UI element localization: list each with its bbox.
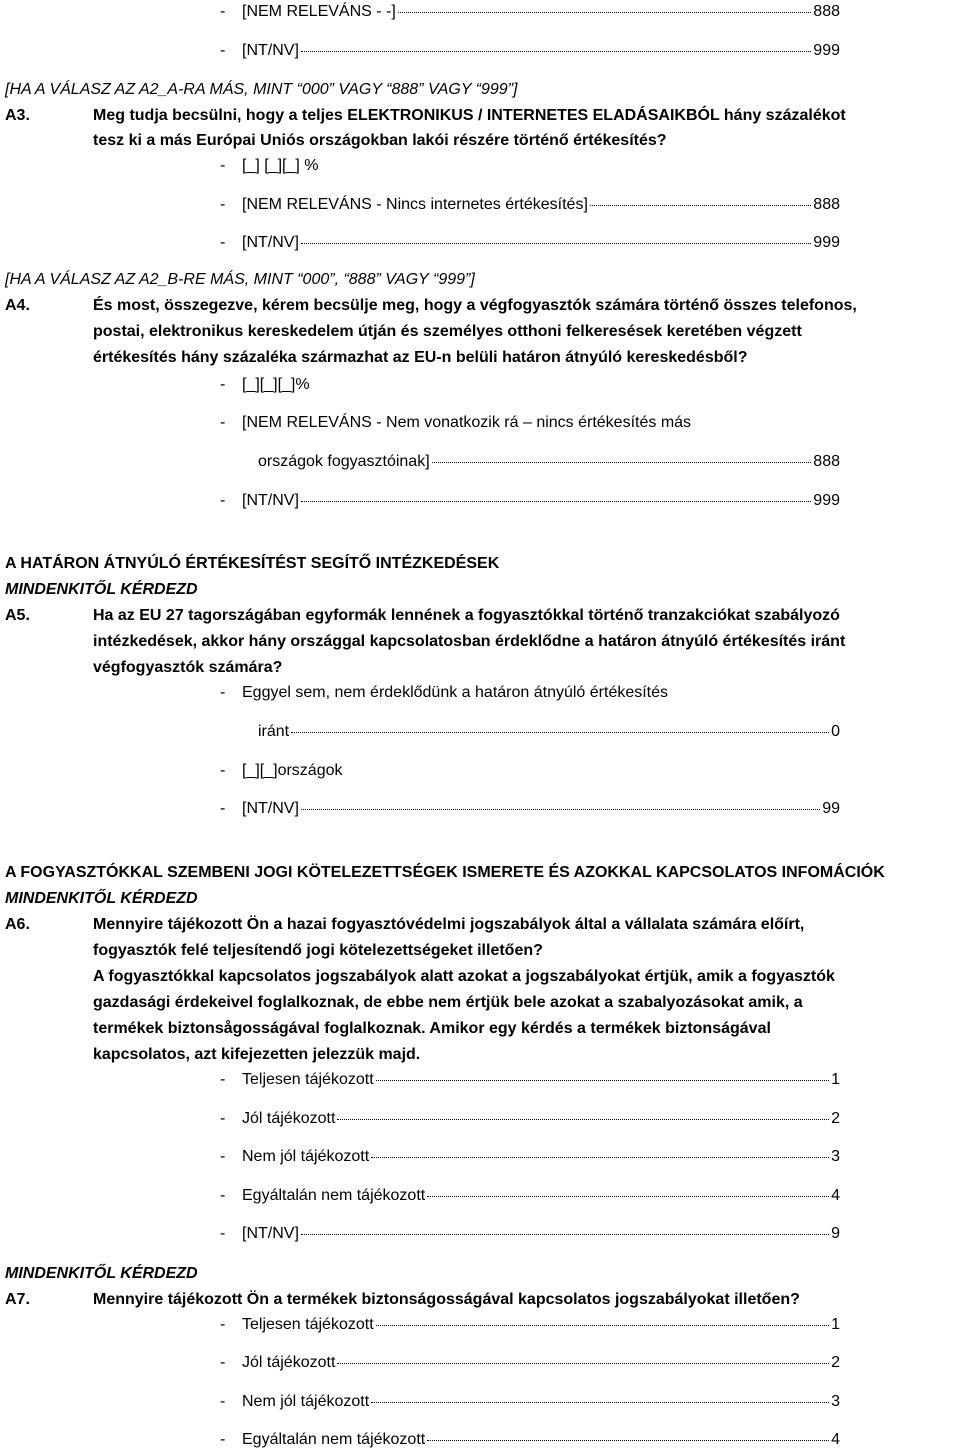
question-text: Mennyire tájékozott Ön a hazai fogyasztóvédelmi jogszabályok által a vállalata számára előírt, — [93, 916, 805, 933]
question-text: postai, elektronikus kereskedelem útján és személyes otthoni felkeresések keretében végzett — [93, 323, 802, 340]
answer-option: - [NT/NV] 999 — [220, 234, 840, 251]
question-text: tesz ki a más Európai Uniós országokban lakói részére történő értékesítés? — [93, 132, 667, 149]
section-heading: A HATÁRON ÁTNYÚLÓ ÉRTÉKESÍTÉST SEGÍTŐ INTÉZKEDÉSEK — [5, 555, 500, 572]
answer-option: - Jól tájékozott 2 — [220, 1354, 840, 1371]
answer-option-continued: iránt 0 — [258, 723, 840, 740]
answer-option: - [NT/NV] 99 — [220, 800, 840, 817]
answer-option: - [NT/NV] 999 — [220, 492, 840, 509]
answer-option: - Egyáltalán nem tájékozott 4 — [220, 1187, 840, 1204]
interviewer-instruction: MINDENKITŐL KÉRDEZD — [5, 890, 198, 907]
interviewer-instruction: MINDENKITŐL KÉRDEZD — [5, 1265, 198, 1282]
answer-option: - [NEM RELEVÁNS - Nem vonatkozik rá – nincs értékesítés más — [220, 414, 692, 431]
entry-field: - [_] [_][_] % — [220, 157, 319, 174]
question-definition: A fogyasztókkal kapcsolatos jogszabályok alatt azokat a jogszabályokat értjük, amik a fogyasztók — [93, 968, 835, 985]
question-definition: gazdasági érdekeivel foglalkoznak, de ebbe nem értjük bele azokat a szabalyozásokat amik, a — [93, 994, 803, 1011]
question-definition: termékek biztonsågosságával foglalkoznak. Amikor egy kérdés a termékek biztonságával — [93, 1020, 771, 1037]
answer-option-continued: országok fogyasztóinak] 888 — [258, 453, 840, 470]
answer-option: - Egyáltalán nem tájékozott 4 — [220, 1431, 840, 1448]
answer-option: - Teljesen tájékozott 1 — [220, 1316, 840, 1333]
entry-field: - [_][_][_]% — [220, 376, 310, 393]
question-text: végfogyasztók számára? — [93, 659, 283, 676]
answer-option: - [NT/NV] 9 — [220, 1225, 840, 1242]
question-text: fogyasztók felé teljesítendő jogi kötelezettségeket illetően? — [93, 942, 543, 959]
question-text: értékesítés hány százaléka származhat az EU-n belüli határon átnyúló kereskedésből? — [93, 349, 748, 366]
question-text: intézkedések, akkor hány országgal kapcsolatosban érdeklődne a határon átnyúló értékesítés iránt — [93, 633, 846, 650]
question-text: És most, összegezve, kérem becsülje meg, hogy a végfogyasztók számára történő összes telefonos, — [93, 297, 857, 314]
entry-field: - [_][_]országok — [220, 762, 343, 779]
question-text: Meg tudja becsülni, hogy a teljes ELEKTRONIKUS / INTERNETES ELADÁSAIKBÓL hány százalékot — [93, 107, 846, 124]
filter-instruction: [HA A VÁLASZ AZ A2_B-RE MÁS, MINT “000”, “888” VAGY “999”] — [5, 271, 475, 288]
question-number: A4. — [5, 297, 30, 314]
answer-option: - [NEM RELEVÁNS - -] 888 — [220, 3, 840, 20]
interviewer-instruction: MINDENKITŐL KÉRDEZD — [5, 581, 198, 598]
question-number: A6. — [5, 916, 30, 933]
question-text: Ha az EU 27 tagországában egyformák lennének a fogyasztókkal történő tranzakciókat szabályozó — [93, 607, 840, 624]
answer-option: - Teljesen tájékozott 1 — [220, 1071, 840, 1088]
question-text: Mennyire tájékozott Ön a termékek biztonságosságával kapcsolatos jogszabályokat illetően? — [93, 1291, 800, 1308]
question-number: A3. — [5, 107, 30, 124]
section-heading: A FOGYASZTÓKKAL SZEMBENI JOGI KÖTELEZETTSÉGEK ISMERETE ÉS AZOKKAL KAPCSOLATOS INFOMÁCIÓK — [5, 864, 885, 881]
question-number: A7. — [5, 1291, 30, 1308]
answer-option: - Jól tájékozott 2 — [220, 1110, 840, 1127]
question-number: A5. — [5, 607, 30, 624]
answer-option: - Nem jól tájékozott 3 — [220, 1148, 840, 1165]
answer-option: - Eggyel sem, nem érdeklődünk a határon átnyúló értékesítés — [220, 684, 669, 701]
answer-option: - Nem jól tájékozott 3 — [220, 1393, 840, 1410]
question-definition: kapcsolatos, azt kifejezetten jelezzük majd. — [93, 1046, 421, 1063]
answer-option: - [NEM RELEVÁNS - Nincs internetes értékesítés] 888 — [220, 196, 840, 213]
answer-option: - [NT/NV] 999 — [220, 42, 840, 59]
filter-instruction: [HA A VÁLASZ AZ A2_A-RA MÁS, MINT “000” VAGY “888” VAGY “999”] — [5, 81, 518, 98]
